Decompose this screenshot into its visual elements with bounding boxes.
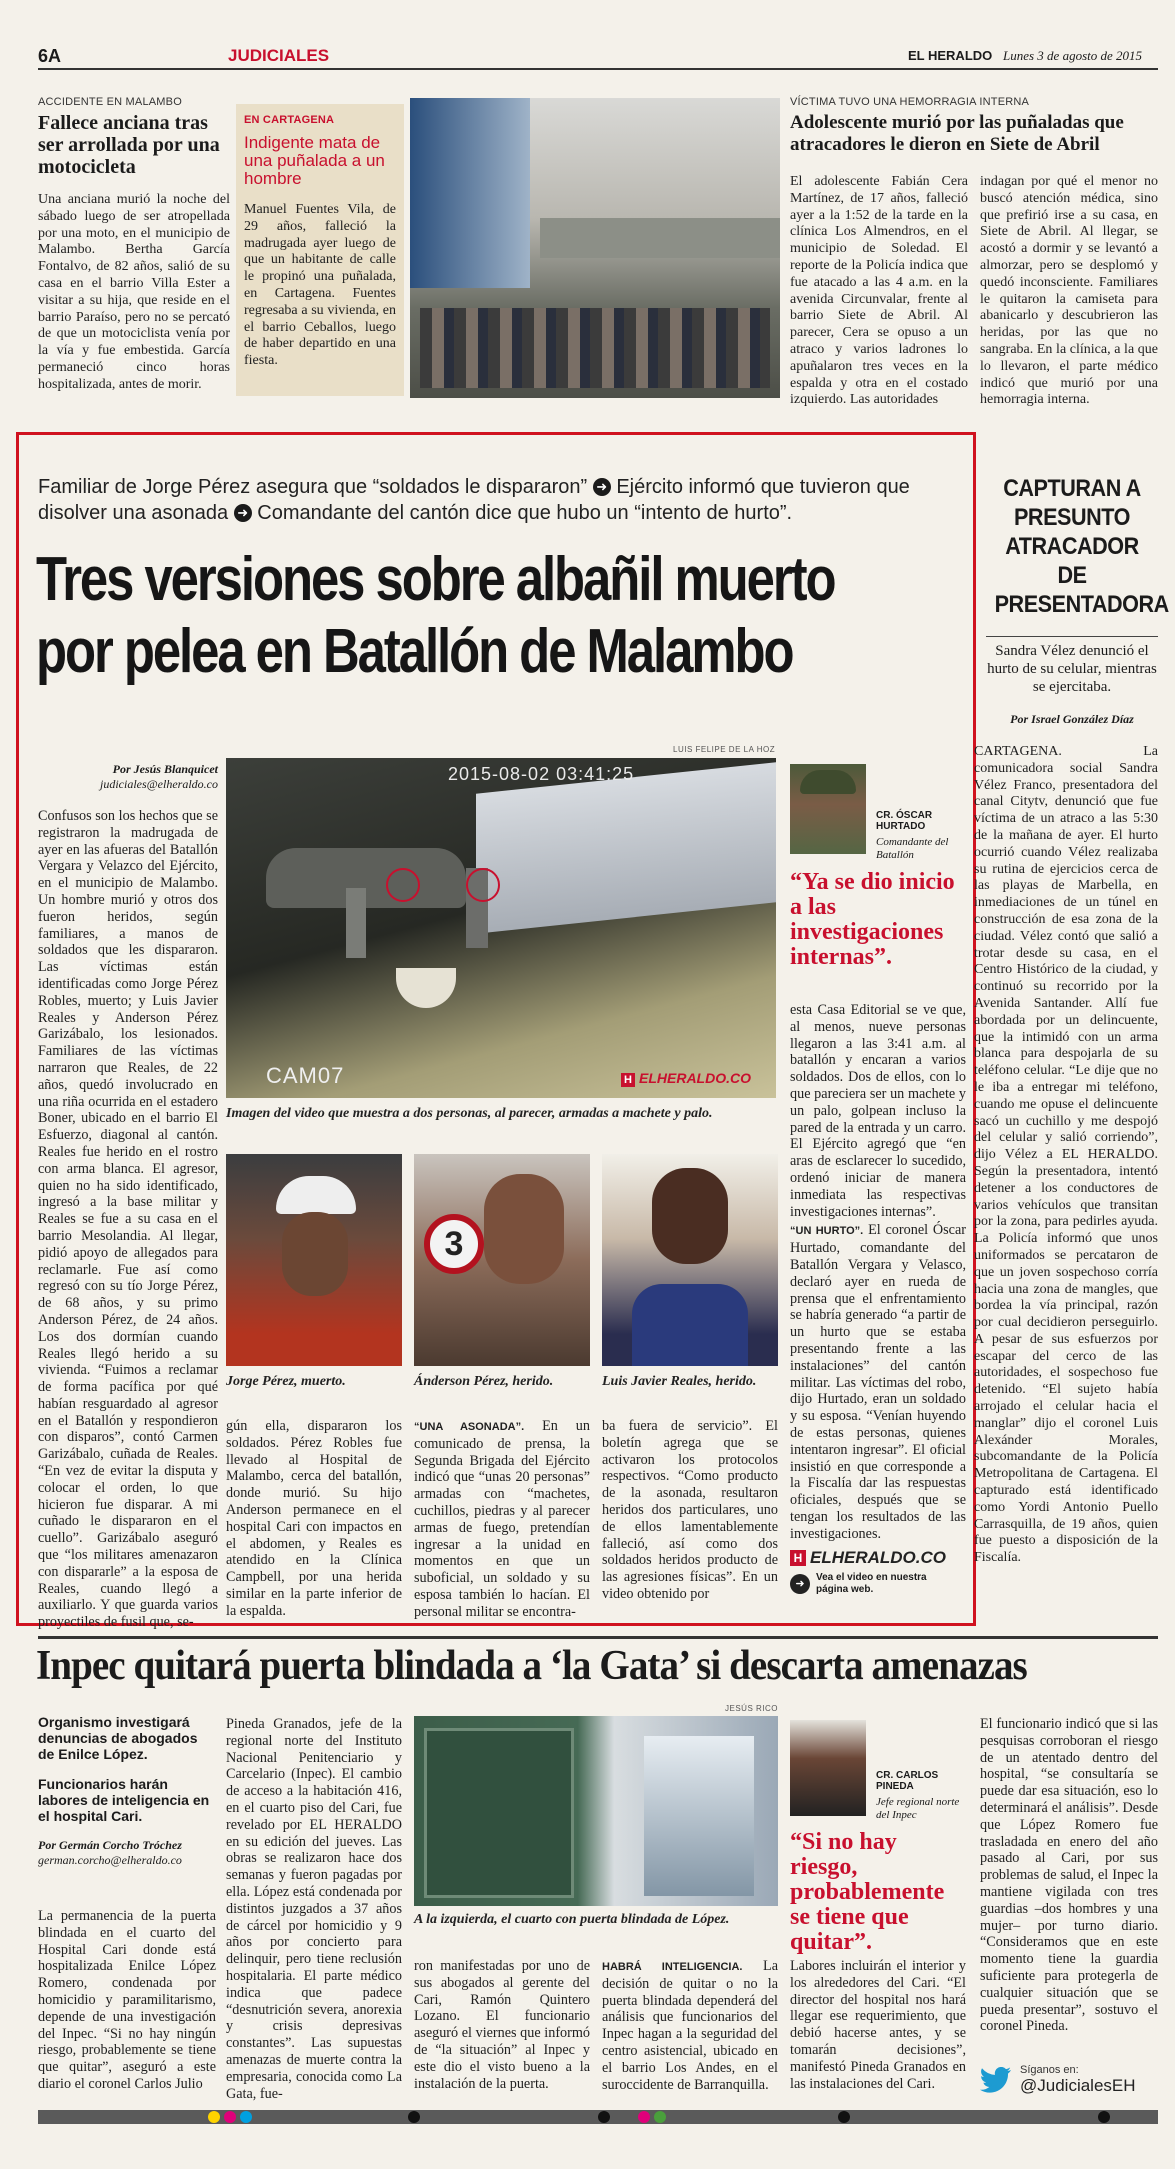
watermark: H ELHERALDO.CO — [621, 1070, 771, 1090]
brief-col-2: indagan por qué el menor no buscó atención médica, sino que prefirió irse a su casa, en Siete de Abril. Al llegar, se acostó a dormir y se levantó a almorzar, pero se desplomó y quedó inconsciente. Familiares le quitaron la camiseta para abanicarlo y descubrieron las heridas, por las que no sangraba. En la clínica, a la que lo llevaron, el parte médico indicó que murió por una hemorragia interna. — [980, 174, 1158, 408]
mug-carlos-pineda — [790, 1720, 866, 1816]
portrait-luis-reales — [602, 1154, 778, 1366]
arrow-icon: ➜ — [593, 478, 611, 496]
brief-headline: Adolescente murió por las puñaladas que atracadores le dieron en Siete de Abril — [790, 112, 1124, 155]
bottom-email: german.corcho@elheraldo.co — [38, 1853, 182, 1867]
side-deck: Sandra Vélez denunció el hurto de su celular, mientras se ejercitaba. — [987, 643, 1157, 695]
cctv-timestamp: 2015-08-02 03:41:25 — [448, 764, 635, 784]
bottom-deck — [38, 1714, 216, 1868]
side-body: CARTAGENA. La comunicadora social Sandra Vélez Franco, presentadora del canal Citytv, denunció que fue víctima de un atraco a las 5:30 de la mañana de ayer. El hurto ocurrió cuando Vélez realizaba su rutina de ejercicios cerca de las playas de Marbella, en inmediaciones de un túnel en construcción de esa zona de la ciudad. Vélez contó que salió a trotar desde su casa, en el Centro Histórico de la ciudad, y continuó su recorrido por la Avenida Santander. Allí fue abordada por un delincuente, que la intimidó con un arma blanca para despojarla de su teléfono celular. “Le dije que no le iba a entregar mi teléfono, cuando me opuse el delincuente sacó un cuchillo y me despojó del celular y salió corriendo”, dijo Vélez a EL HERALDO. Según la presentadora, intentó detener a los conductores de varios vehículos que transitan por la zona, para pedirles ayuda. La Policía informó que unos uniformados se percataron de que un joven sospechoso corría hacia una zona de mangles, que bordea la vía principal, razón por cual decidieron perseguirlo. A pesar de sus esfuerzos por escapar del cerco de las autoridades, el sospechoso fue detenido. “El sujeto había arrojado el celular hacia el manglar” dijo el coronel Luis Alexánder Morales, subcomandante de la Policía Metropolitana de Cartagena. El capturado está identificado como Yordi Antonio Puello Carrasquilla, de 19 años, quien fue puesto a disposición de la Fiscalía. — [974, 744, 1158, 1566]
bottom-col-6: El funcionario indicó que si las pesquisas corroboran el riesgo de un atentado dentro del hospital, “se consultaría se puede dar esa situación, eso lo determinará el análisis”. Desde que López Romero fue trasladada en enero del año pasado al Cari, por sus problemas de salud, el Inpec la mantiene vigilada con tres guardias –dos hombres y una mujer– por turno diario. “Consideramos que en este momento tiene la guardia suficiente para protegerla de cualquier situación que se pueda presentar”, sostuvo el coronel Pineda. — [980, 1716, 1158, 2035]
bottom-deck-1: Organismo investigará denuncias de abogados de Enilce López. — [38, 1714, 198, 1762]
col-text: El coronel Óscar Hurtado, comandante del Batallón Vergara y Velasco, declaró ayer en rueda de prensa que el enfrentamiento se habría generado “a partir de un hurto que se estaba presentando frente a las instalaciones” del cantón militar. Las víctimas del robo, dijo Hurtado, eran un soldado y su esposa. “Venían huyendo de estas personas, quienes intentaron ingresar”. El oficial insistió en que corresponde a la Fiscalía dar las respuestas oficiales, después que se tengan los resultados de las investigaciones. — [790, 1222, 966, 1542]
brief-cartagena — [236, 104, 404, 396]
twitter-follow[interactable] — [980, 2060, 1158, 2100]
col-text: esta Casa Editorial se ve que, al menos, nueve personas llegaron a las 3:41 a.m. al batallón y encaran a varios soldados. Dos de ellos, con lo que pareciera ser un machete y un palo, golpean incluso la pared de la entrada y un carro. El Ejército agregó que “en aras de esclarecer lo sucedido, ordenó iniciar de manera inmediata las respectivas investigaciones internas”. — [790, 1002, 966, 1220]
side-headline: CAPTURAN A PRESUNTO ATRACADOR DE PRESENTADORA — [994, 475, 1169, 618]
brief-siete-de-abril — [790, 96, 1158, 408]
main-col-2: gún ella, dispararon los soldados. Pérez Robles fue llevado al Hospital de Malambo, cerca del batallón, donde murió. Su hijo Anderson permanece en el hospital Cari con impactos en el abdomen, y Reales es atendido en la Clínica Campbell, por una herida similar en la parte inferior de la espalda. — [226, 1418, 402, 1619]
bottom-col-2: Pineda Granados, jefe de la regional norte del Instituto Nacional Penitenciario y Carcelario (Inpec). El cambio de acceso a la habitación 416, en el cuarto piso del Cari, fue revelado por EL HERALDO en su edición del jueves. Las obras se realizaron hace dos semanas y fueron pagadas por ella. López está condenada por distintos juzgados a 37 años de cárcel por homicidio y 9 años por concierto para delinquir, pero tiene reclusión hospitalaria. El parte médico indica que padece “desnutrición severa, anorexia y crisis depresivas constantes”. Las supuestas amenazas de muerte contra la empresaria, conocida como La Gata, fue- — [226, 1716, 402, 2102]
hospital-crowd-photo — [410, 98, 780, 398]
bottom-mug-role: Jefe regional norte del Inpec — [876, 1796, 960, 1821]
bottom-headline: Inpec quitará puerta blindada a ‘la Gata’ si descarta amenazas — [36, 1643, 1027, 1689]
photo-credit: LUIS FELIPE DE LA HOZ — [673, 745, 776, 754]
main-col-1: Confusos son los hechos que se registraron la madrugada de ayer en las afueras del Batallón Vergara y Velazco del Ejército, en el municipio de Malambo. Un hombre murió y otros dos fueron heridos, según familiares, a manos de soldados que les dispararon. Las víctimas están identificadas como Jorge Pérez Robles, muerto; y Luis Javier Reales y Anderson Pérez Garizábalo, los lesionados. Familiares de las víctimas narraron que Reales, de 22 años, quedó involucrado en una riña ocurrida en el estadero Boner, ubicado en el barrio El Esfuerzo, diagonal al cantón. Reales fue herido en el rostro con arma blanca. El agresor, quien no ha sido identificado, ingresó a la base militar y Reales se fue a su casa en el barrio Mesolandia. Al llegar, pidió apoyo de allegados para reclamarle. Fue así como regresó con su tío Jorge Pérez, de 68 años, y su primo Anderson Pérez, de 24 años. Los dos dormían cuando Reales llegó herido a su vivienda. “Fuimos a reclamar de forma pacífica por qué habían resguardado al agresor en el Batallón y respondieron con disparos”, contó Carmen Garizábalo, cuñada de Reales. “En vez de evitar la disputa y colocar el orden, lo que hicieron fue disparar. A mi cuñado le dispararon en el cuello”. Garizábalo aseguró que “los militares amenazaron con dispararle” a la esposa de Reales, cuando llegó a auxiliarlo. Y que guarda varios proyectiles de fusil que, se- — [38, 808, 218, 1631]
brief-headline: Indigente mata de una puñalada a un hombre — [244, 133, 385, 188]
bottom-col-3: ron manifestadas por uno de sus abogados al gerente del Cari, Ramón Quintero Lozano. El funcionario aseguró el viernes que informó de “la situación” al Inpec y este dio el visto bueno a la instalación de la puerta. — [414, 1958, 590, 2092]
highlight-circle — [466, 868, 500, 902]
promo-brand: ELHERALDO.CO — [810, 1548, 946, 1567]
portrait-jorge-perez — [226, 1154, 402, 1366]
video-promo[interactable] — [790, 1548, 966, 1600]
play-arrow-icon: ➜ — [790, 1574, 810, 1594]
bottom-col-1: La permanencia de la puerta blindada en el cuarto del Hospital Cari donde está hospitalizada Enilce López Romero, condenada por homicidio y paramilitarismo, depende de una investigación del Inpec. “Si no hay ningún riesgo, probablemente se tiene que quitar”, aseguró a este diario el coronel Carlos Julio — [38, 1908, 216, 2092]
twitter-label: Síganos en: — [1020, 2064, 1079, 2076]
masthead-rule — [38, 68, 1158, 70]
brief-malambo — [38, 96, 230, 394]
cctv-video-photo — [226, 758, 776, 1098]
footer-color-bar — [38, 2110, 1158, 2124]
section-name: JUDICIALES — [228, 46, 330, 65]
deck-item-1: Familiar de Jorge Pérez asegura que “soldados le dispararon” — [38, 476, 588, 498]
photo-caption: Imagen del video que muestra a dos personas, al parecer, armadas a machete y palo. — [226, 1106, 713, 1121]
brief-col-1: El adolescente Fabián Cera Martínez, de 17 años, falleció ayer a la 1:52 de la tarde en la clínica Los Almendros, en el municipio de Soledad. El reporte de la Policía indica que fue atacado a las 4 a.m. en la avenida Circunvalar, frente al barrio Siete de Abril. Al parecer, Cera se opuso a un atraco y varios ladrones lo apuñalaron tres veces en la espalda y otra en el costado izquierdo. Las autoridades — [790, 174, 968, 408]
main-deck — [38, 474, 958, 526]
pull-quote: “Ya se dio inicio a las investigaciones internas”. — [790, 869, 955, 970]
deck-item-3: Comandante del cantón dice que hubo un “intento de hurto”. — [257, 502, 793, 524]
col-text: La decisión de quitar o no la puerta blindada dependerá del análisis que funcionarios del Inpec hagan a la seguridad del centro asistencial, ubicado en el barrio Los Andes, en el suroccidente de Barranquilla. — [602, 1958, 778, 2093]
deck-item-2: Ejército informó que tuvieron que disolver una asonada — [38, 476, 910, 524]
bottom-col-5: Labores incluirán el interior y los alrededores del Cari. “El director del hospital nos hará llegar ese requerimiento, que debió hacerse antes, y se tomarán decisiones”, manifestó Pineda Granados en las instalaciones del Cari. — [790, 1958, 966, 2092]
armored-door-photo — [414, 1716, 778, 1906]
brief-body: Manuel Fuentes Vila, de 29 años, falleció la madrugada ayer luego de que un habitante de calle le propinó una puñalada, en Cartagena. Fuentes regresaba a su vivienda, en el barrio Ceballos, luego de haber departido en una fiesta. — [244, 202, 396, 369]
arrow-icon: ➜ — [234, 504, 252, 522]
highlight-circle — [386, 868, 420, 902]
col-kicker: “UN HURTO”. — [790, 1225, 864, 1238]
cctv-camera-label: CAM07 — [266, 1063, 345, 1088]
portrait-caption-1: Jorge Pérez, muerto. — [226, 1374, 346, 1389]
brief-body: Una anciana murió la noche del sábado luego de ser atropellada por una moto, en el municipio de Malambo. Bertha García Fontalvo, de 82 años, salió de su casa en el barrio Villa Ester a visitar a su hija, que reside en el barrio Paraíso, pero no se percató de que un motociclista venía por la vía y fue embestida. García permaneció cinco horas hospitalizada, antes de morir. — [38, 192, 230, 392]
main-headline-line-1: Tres versiones sobre albañil muerto — [36, 545, 835, 614]
brief-kicker: VÍCTIMA TUVO UNA HEMORRAGIA INTERNA — [790, 96, 1030, 108]
bottom-photo-caption: A la izquierda, el cuarto con puerta blindada de López. — [414, 1912, 730, 1927]
paper-name: EL HERALDO — [908, 48, 993, 63]
main-col-5 — [790, 1002, 966, 1543]
main-byline-block — [38, 762, 218, 792]
mug-role: Comandante del Batallón — [876, 836, 949, 861]
issue-date: Lunes 3 de agosto de 2015 — [1003, 48, 1143, 63]
twitter-handle: @JudicialesEH — [1020, 2076, 1136, 2095]
main-col-4: ba fuera de servicio”. El boletín agrega que se activaron los protocolos respectivos. “Como producto de la asonada, resultaron heridos dos particulares, uno de ellos lamentablemente falleció, así como dos soldados heridos producto de las agresiones físicas”. En un video obtenido por — [602, 1418, 778, 1602]
main-headline — [36, 544, 835, 688]
main-email: judiciales@elheraldo.co — [99, 777, 218, 791]
heraldo-logo-icon: H — [790, 1550, 806, 1566]
brief-headline: Fallece anciana tras ser arrollada por una motocicleta — [38, 112, 220, 178]
bottom-photo-credit: JESÚS RICO — [725, 1704, 779, 1713]
bottom-deck-2: Funcionarios harán labores de inteligencia en el hospital Cari. — [38, 1776, 210, 1824]
brief-kicker: EN CARTAGENA — [244, 114, 335, 126]
side-byline: Por Israel González Díaz — [1010, 712, 1134, 726]
portrait-anderson-perez: 3 — [414, 1154, 590, 1366]
bottom-mug-name: CR. CARLOS PINEDA — [876, 1770, 939, 1792]
mug-name: CR. ÓSCAR HURTADO — [876, 810, 933, 832]
mug-oscar-hurtado — [790, 764, 866, 854]
bottom-pull-quote: “Si no hay riesgo, probablemente se tiene que quitar”. — [790, 1829, 945, 1955]
twitter-bird-icon — [980, 2067, 1012, 2093]
main-col-3 — [414, 1418, 590, 1621]
main-byline: Por Jesús Blanquicet — [112, 762, 218, 776]
bottom-byline: Por Germán Corcho Tróchez — [38, 1838, 182, 1852]
bottom-col-4 — [602, 1958, 778, 2093]
watermark-text: ELHERALDO.CO — [639, 1070, 751, 1086]
portrait-caption-2: Ánderson Pérez, herido. — [414, 1374, 554, 1389]
promo-text: Vea el video en nuestra página web. — [816, 1572, 927, 1595]
portrait-caption-3: Luis Javier Reales, herido. — [602, 1374, 757, 1389]
col-kicker: HABRÁ INTELIGENCIA. — [602, 1961, 743, 1973]
page-number: 6A — [38, 46, 62, 66]
col-kicker: “UNA ASONADA”. — [414, 1421, 525, 1433]
main-headline-line-2: por pelea en Batallón de Malambo — [36, 617, 793, 686]
brief-kicker: ACCIDENTE EN MALAMBO — [38, 96, 182, 108]
col-text: En un comunicado de prensa, la Segunda Brigada del Ejército indicó que “unas 20 personas” armadas con “machetes, cuchillos, piedras y al parecer armas de fuego, pretendían ingresar a la unidad en momentos en que un suboficial, un soldado y su esposa también lo hacían. El personal militar se encontra- — [414, 1418, 590, 1620]
